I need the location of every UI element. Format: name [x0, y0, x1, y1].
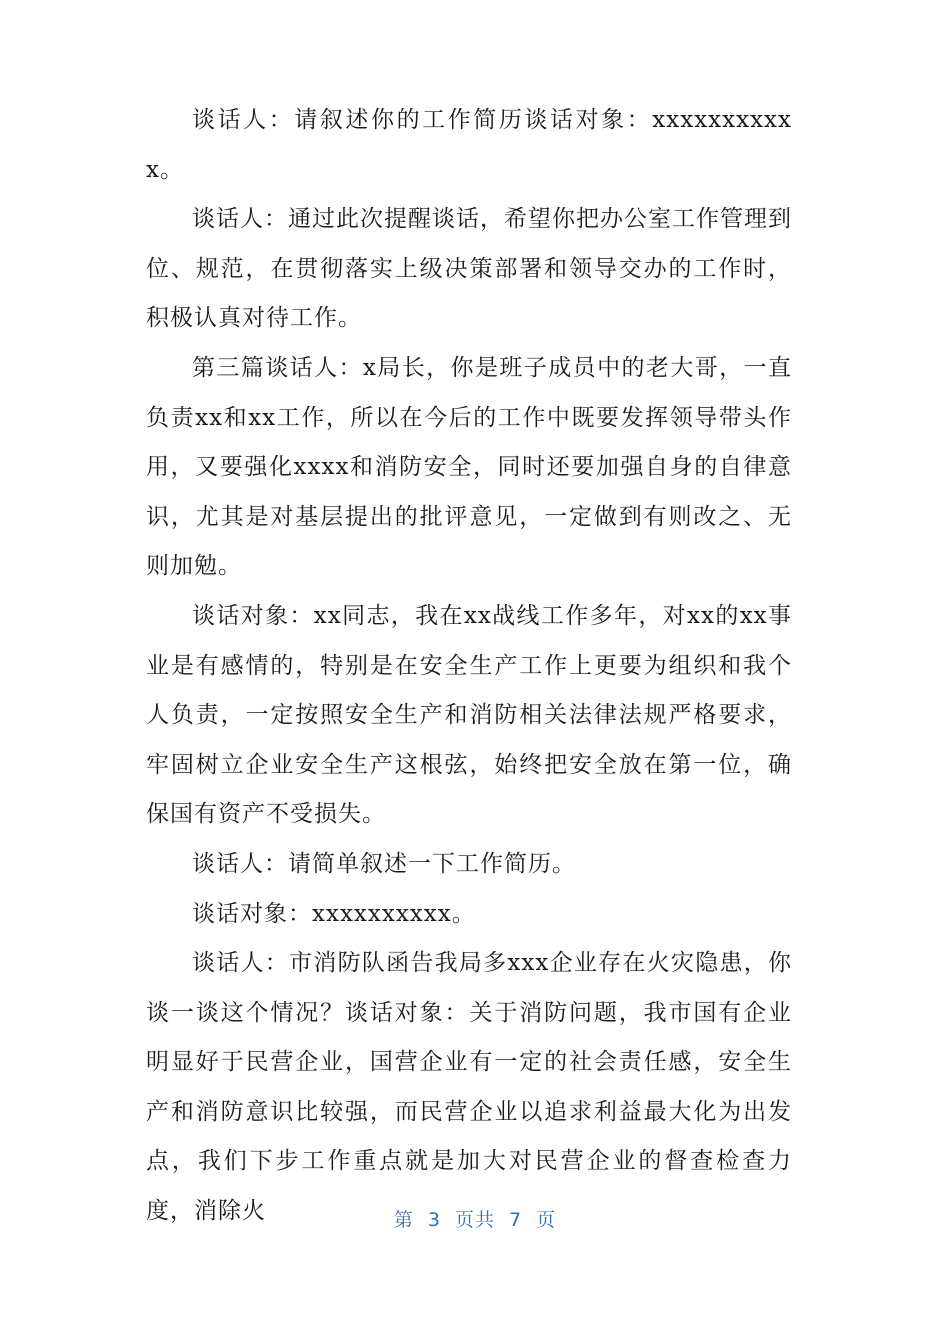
- footer-of-label: 页共: [454, 1209, 495, 1231]
- footer-end-label: 页: [536, 1209, 557, 1231]
- paragraph: 第三篇谈话人：x局长，你是班子成员中的老大哥，一直负责xx和xx工作，所以在今后的工作中既要发挥领导带头作用，又要强化xxxx和消防安全，同时还要加强自身的自律意识，尤其是对基层提出的批评意见，一定做到有则改之、无则加勉。: [146, 354, 792, 580]
- footer-page-label: 第: [393, 1209, 414, 1231]
- paragraph: 谈话对象：xx同志，我在xx战线工作多年，对xx的xx事业是有感情的，特别是在安全生产工作上更要为组织和我个人负责，一定按照安全生产和消防相关法律法规严格要求，牢固树立企业安全生产这根弦，始终把安全放在第一位，确保国有资产不受损失。: [146, 602, 792, 828]
- page-footer: [0, 1205, 950, 1232]
- document-body: [146, 96, 792, 1237]
- footer-current-page: 3: [427, 1209, 441, 1231]
- footer-total-pages: 7: [509, 1209, 523, 1231]
- paragraph: 谈话人：通过此次提醒谈话，希望你把办公室工作管理到位、规范，在贯彻落实上级决策部署和领导交办的工作时，积极认真对待工作。: [146, 206, 792, 332]
- paragraph: 谈话人：市消防队函告我局多xxx企业存在火灾隐患，你谈一谈这个情况？谈话对象：关于消防问题，我市国有企业明显好于民营企业，国营企业有一定的社会责任感，安全生产和消防意识比较强，而民营企业以追求利益最大化为出发点，我们下步工作重点就是加大对民营企业的督查检查力度，消除火: [146, 950, 792, 1225]
- paragraph: 谈话人：请简单叙述一下工作简历。: [192, 850, 576, 877]
- paragraph: 谈话对象：xxxxxxxxxx。: [192, 900, 476, 927]
- paragraph: 谈话人：请叙述你的工作简历谈话对象：xxxxxxxxxxx。: [146, 107, 792, 183]
